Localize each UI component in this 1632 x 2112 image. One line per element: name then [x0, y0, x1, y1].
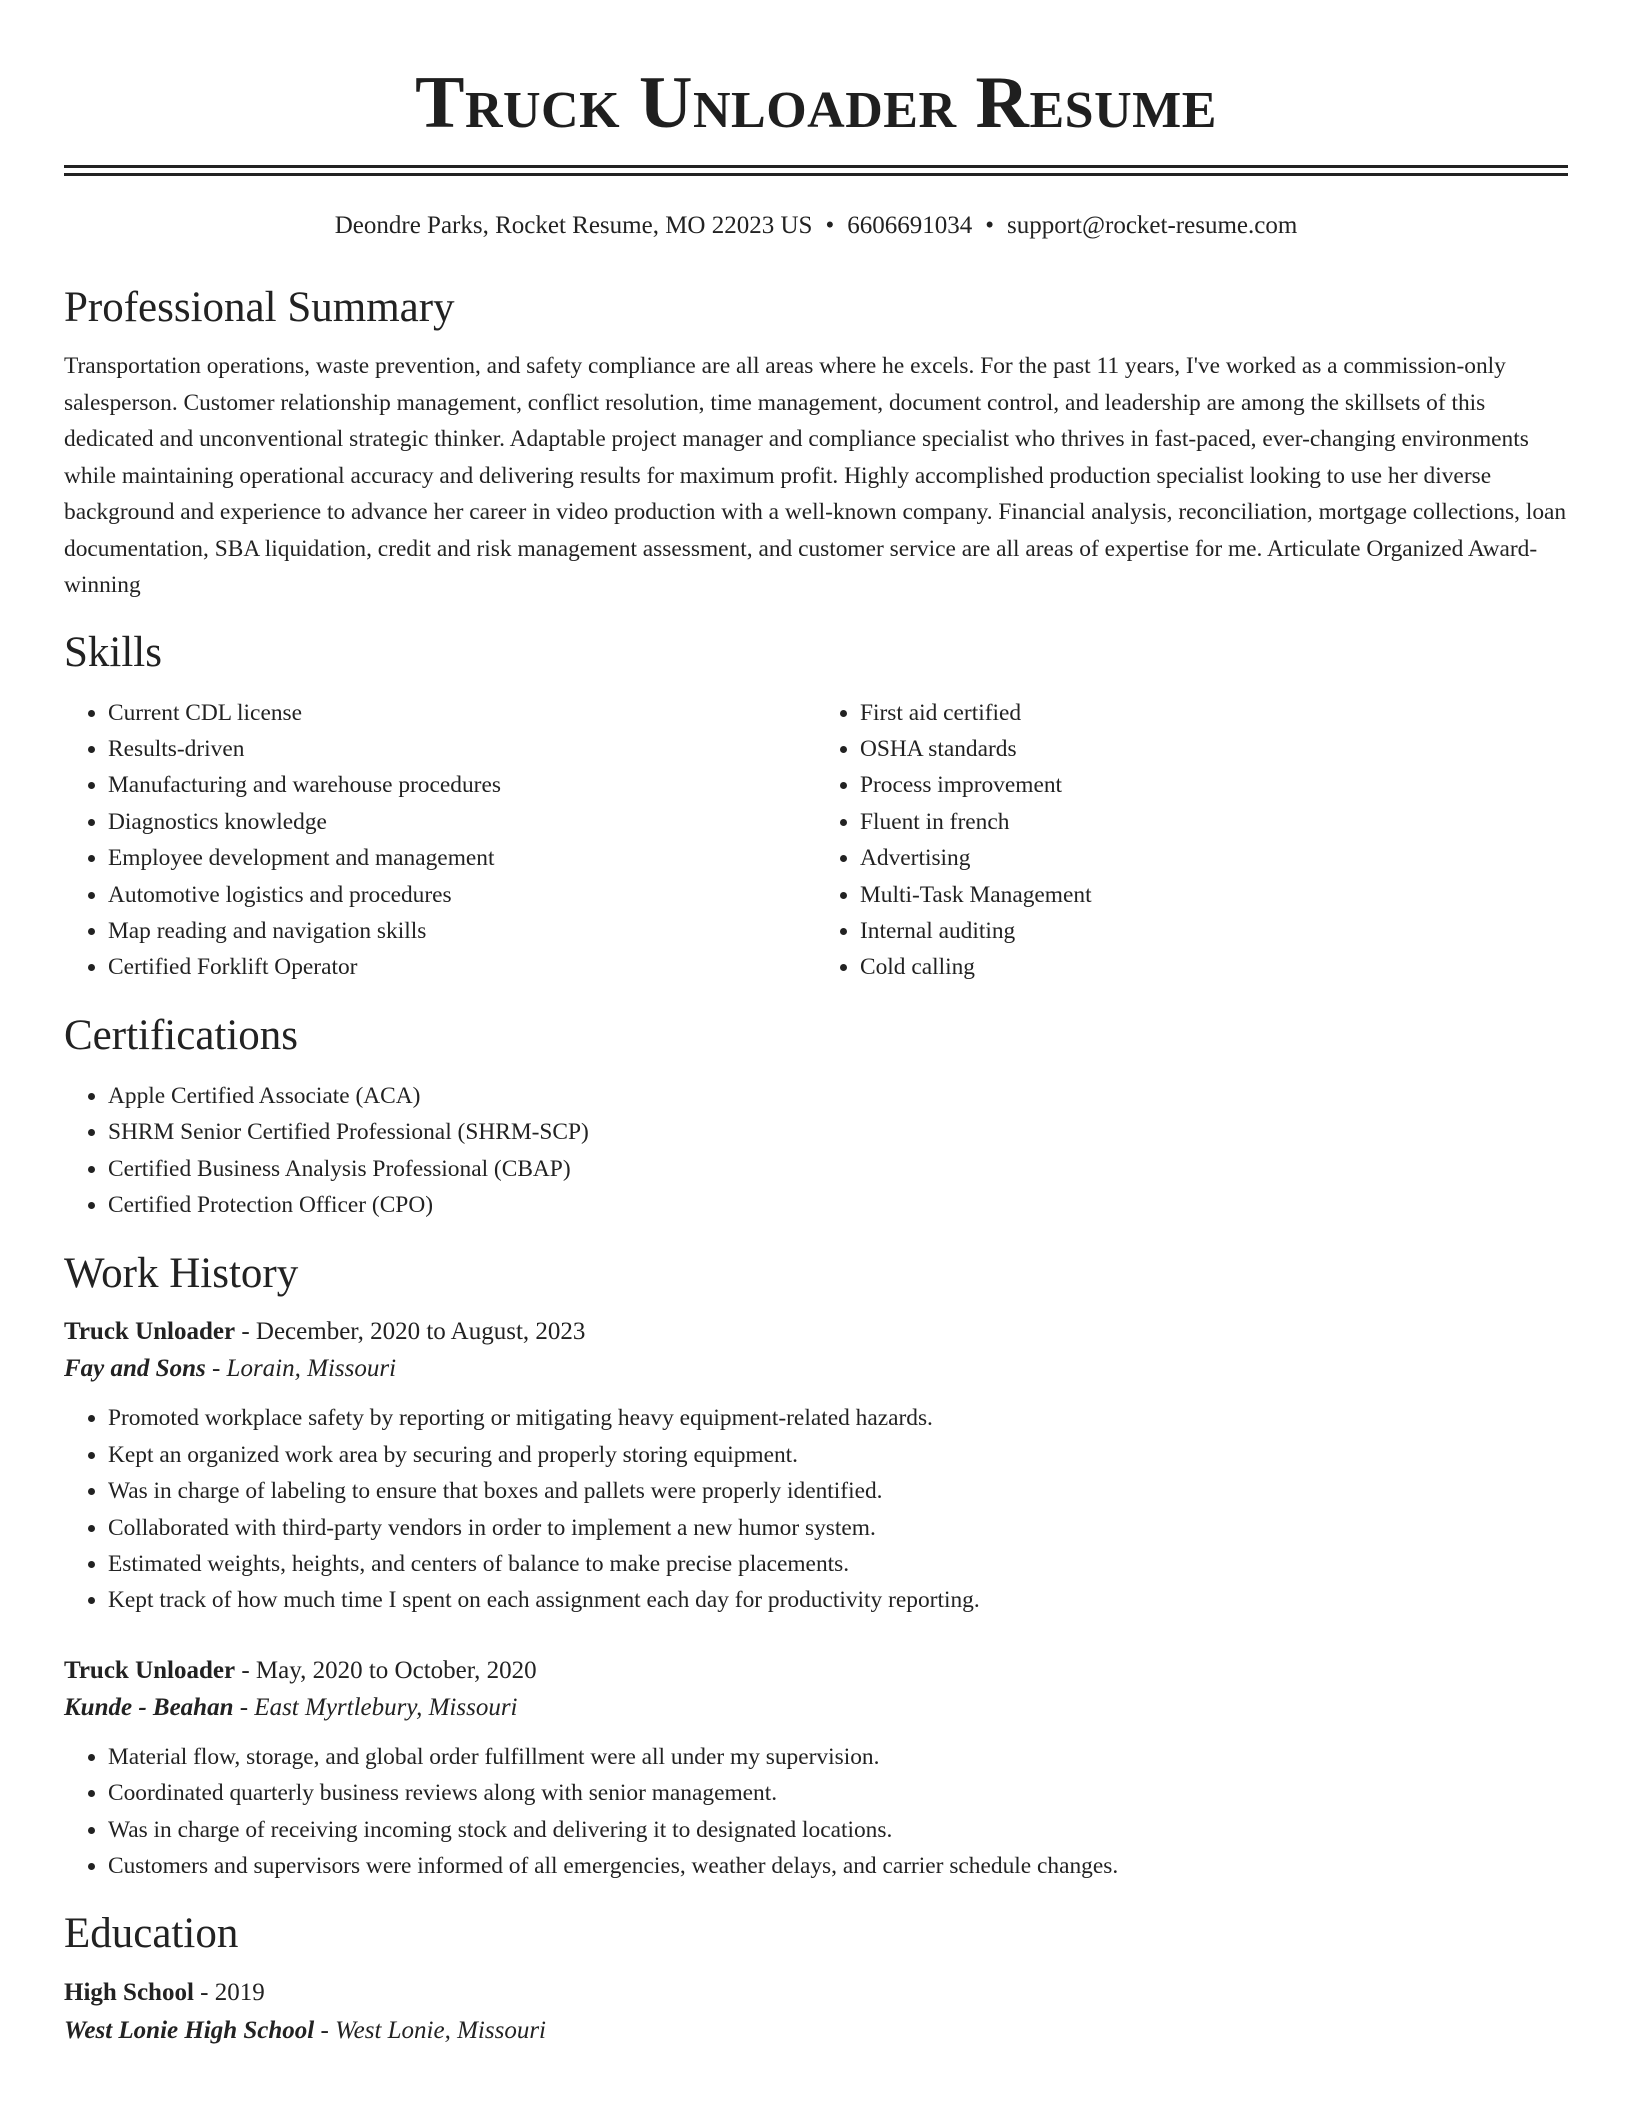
job-duty-item: • Customers and supervisors were informed of all emergencies, weather delays, and carrier schedule changes. [108, 1848, 1568, 1884]
skills-columns [64, 695, 1568, 986]
job-duty-item: • Material flow, storage, and global order fulfillment were all under my supervision. [108, 1739, 1568, 1775]
title-divider-thin [64, 173, 1568, 176]
skill-item: • Map reading and navigation skills [108, 913, 816, 949]
education-heading: Education [64, 1910, 239, 1958]
job-duty-item: • Kept track of how much time I spent on each assignment each day for productivity reporting. [108, 1582, 1568, 1618]
skill-item: • First aid certified [860, 695, 1568, 731]
summary-text: Transportation operations, waste prevention, and safety compliance are all areas where he excels. For the past 11 years, I've worked as a commission-only salesperson. Customer relationship management, conflict resolution, time management, document control, and leadership are among the skillsets of this dedicated and unconventional strategic thinker. Adaptable project manager and compliance specialist who thrives in fast-paced, ever-changing environments while maintaining operational accuracy and delivering results for maximum profit. Highly accomplished production specialist looking to use her diverse background and experience to advance her career in video production with a well-known company. Financial analysis, reconciliation, mortgage collections, loan documentation, SBA liquidation, credit and risk management assessment, and customer service are all areas of expertise for me. Articulate Organized Award-winning [64, 353, 1567, 598]
title-divider-thick [64, 165, 1568, 168]
certification-item: • Apple Certified Associate (ACA) [108, 1078, 1568, 1114]
certification-item: • SHRM Senior Certified Professional (SHRM-SCP) [108, 1114, 1568, 1150]
job-duty-item: • Kept an organized work area by securing and properly storing equipment. [108, 1437, 1568, 1473]
skill-item: • Fluent in french [860, 804, 1568, 840]
contact-separator: • [985, 212, 994, 239]
skill-item: • Multi-Task Management [860, 877, 1568, 913]
job-dates: - May, 2020 to October, 2020 [235, 1656, 537, 1684]
job-duty-item: • Was in charge of labeling to ensure that boxes and pallets were properly identified. [108, 1473, 1568, 1509]
job-role: Truck Unloader [64, 1656, 236, 1684]
skill-item: • OSHA standards [860, 731, 1568, 767]
education-school-line [64, 2012, 1568, 2050]
certification-item: • Certified Protection Officer (CPO) [108, 1187, 1568, 1223]
skill-item: • Automotive logistics and procedures [108, 877, 816, 913]
contact-address: Deondre Parks, Rocket Resume, MO 22023 US [334, 212, 813, 239]
job-duty-item: • Coordinated quarterly business reviews along with senior management. [108, 1775, 1568, 1811]
contact-phone: 6606691034 [847, 212, 973, 239]
job-company: Fay and Sons [64, 1355, 206, 1383]
job-title-line [64, 1314, 1568, 1350]
education-school: West Lonie High School [64, 2017, 315, 2045]
resume-page [64, 0, 1568, 2050]
job-dates: - December, 2020 to August, 2023 [235, 1318, 586, 1346]
education-degree: High School [64, 1979, 194, 2007]
contact-separator: • [825, 212, 835, 239]
skill-item: • Manufacturing and warehouse procedures [108, 767, 816, 803]
skill-item: • Current CDL license [108, 695, 816, 731]
job-duty-item: • Promoted workplace safety by reporting or mitigating heavy equipment-related hazards. [108, 1400, 1568, 1436]
job-duty-item: • Was in charge of receiving incoming stock and delivering it to designated locations. [108, 1812, 1568, 1848]
skill-item: • Employee development and management [108, 840, 816, 876]
contact-line [64, 210, 1568, 242]
job-duties-list [64, 1739, 1568, 1885]
work-history-heading: Work History [64, 1250, 299, 1298]
job-role: Truck Unloader [64, 1318, 236, 1346]
resume-title: Truck Unloader Resume [415, 62, 1217, 144]
job-title-line [64, 1653, 1568, 1689]
skill-item: • Process improvement [860, 767, 1568, 803]
job-company-line [64, 1689, 1568, 1727]
skill-item: • Results-driven [108, 731, 816, 767]
education-degree-line [64, 1974, 1568, 2012]
skills-list-right [816, 695, 1568, 986]
education-year: - 2019 [193, 1979, 265, 2007]
summary-heading: Professional Summary [64, 284, 455, 331]
contact-email: support@rocket-resume.com [1006, 212, 1298, 239]
job-company-line [64, 1350, 1568, 1388]
certifications-list [64, 1078, 1568, 1224]
job-company: Kunde - Beahan [64, 1693, 234, 1721]
job-duty-item: • Estimated weights, heights, and centers of balance to make precise placements. [108, 1546, 1568, 1582]
skill-item: • Internal auditing [860, 913, 1568, 949]
education-location: - West Lonie, Missouri [314, 2017, 546, 2045]
job-location: - East Myrtlebury, Missouri [233, 1693, 518, 1721]
skill-item: • Advertising [860, 840, 1568, 876]
skills-heading: Skills [64, 628, 162, 676]
job-duties-list [64, 1400, 1568, 1618]
job-duty-item: • Collaborated with third-party vendors in order to implement a new humor system. [108, 1510, 1568, 1546]
skills-list-left [64, 695, 816, 986]
skill-item: • Cold calling [860, 949, 1568, 985]
skill-item: • Diagnostics knowledge [108, 804, 816, 840]
skill-item: • Certified Forklift Operator [108, 949, 816, 985]
job-location: - Lorain, Missouri [205, 1355, 397, 1383]
certifications-heading: Certifications [64, 1011, 299, 1059]
certification-item: • Certified Business Analysis Professional (CBAP) [108, 1151, 1568, 1187]
